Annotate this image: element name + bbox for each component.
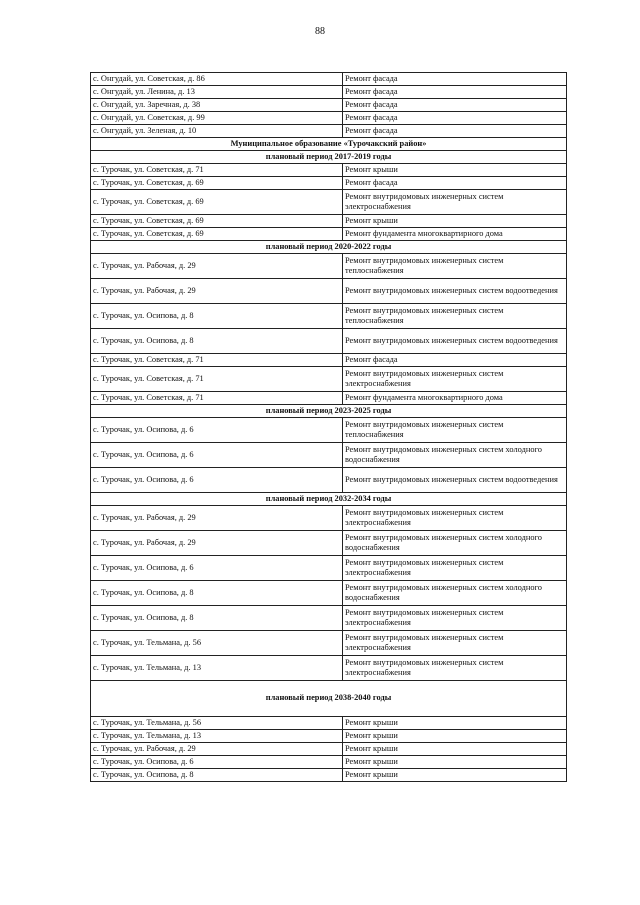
work-type-cell: Ремонт фасада	[343, 86, 567, 99]
work-type-cell: Ремонт внутридомовых инженерных систем теплоснабжения	[343, 254, 567, 279]
address-cell: с. Турочак, ул. Советская, д. 69	[91, 190, 343, 215]
table-row	[91, 164, 567, 177]
address-cell: с. Турочак, ул. Рабочая, д. 29	[91, 506, 343, 531]
section-header: плановый период 2038-2040 годы	[91, 681, 567, 717]
work-type-cell: Ремонт фасада	[343, 99, 567, 112]
work-type-cell: Ремонт внутридомовых инженерных систем водоотведения	[343, 468, 567, 493]
work-type-cell: Ремонт крыши	[343, 215, 567, 228]
work-type-cell: Ремонт фундамента многоквартирного дома	[343, 228, 567, 241]
table-row	[91, 556, 567, 581]
table-row	[91, 531, 567, 556]
table-row	[91, 112, 567, 125]
work-type-cell: Ремонт крыши	[343, 743, 567, 756]
address-cell: с. Турочак, ул. Осипова, д. 6	[91, 418, 343, 443]
address-cell: с. Турочак, ул. Советская, д. 69	[91, 177, 343, 190]
address-cell: с. Турочак, ул. Осипова, д. 6	[91, 468, 343, 493]
work-type-cell: Ремонт внутридомовых инженерных систем холодного водоснабжения	[343, 531, 567, 556]
work-type-cell: Ремонт фасада	[343, 73, 567, 86]
table-row	[91, 99, 567, 112]
work-type-cell: Ремонт крыши	[343, 756, 567, 769]
address-cell: с. Онгудай, ул. Советская, д. 86	[91, 73, 343, 86]
work-type-cell: Ремонт фасада	[343, 112, 567, 125]
repair-schedule-table	[90, 72, 567, 782]
table-row	[91, 73, 567, 86]
address-cell: с. Турочак, ул. Рабочая, д. 29	[91, 531, 343, 556]
table-row	[91, 329, 567, 354]
address-cell: с. Турочак, ул. Осипова, д. 8	[91, 769, 343, 782]
work-type-cell: Ремонт внутридомовых инженерных систем теплоснабжения	[343, 418, 567, 443]
table-row	[91, 304, 567, 329]
address-cell: с. Турочак, ул. Осипова, д. 6	[91, 756, 343, 769]
address-cell: с. Турочак, ул. Рабочая, д. 29	[91, 279, 343, 304]
address-cell: с. Турочак, ул. Рабочая, д. 29	[91, 743, 343, 756]
work-type-cell: Ремонт фасада	[343, 125, 567, 138]
work-type-cell: Ремонт внутридомовых инженерных систем водоотведения	[343, 329, 567, 354]
address-cell: с. Турочак, ул. Рабочая, д. 29	[91, 254, 343, 279]
table-row	[91, 190, 567, 215]
table-row	[91, 468, 567, 493]
section-header: плановый период 2020-2022 годы	[91, 241, 567, 254]
work-type-cell: Ремонт крыши	[343, 769, 567, 782]
table-row	[91, 354, 567, 367]
address-cell: с. Турочак, ул. Осипова, д. 6	[91, 556, 343, 581]
address-cell: с. Турочак, ул. Тельмана, д. 56	[91, 717, 343, 730]
work-type-cell: Ремонт внутридомовых инженерных систем водоотведения	[343, 279, 567, 304]
page-number: 88	[315, 26, 325, 37]
section-header: плановый период 2023-2025 годы	[91, 405, 567, 418]
section-header-row	[91, 138, 567, 151]
address-cell: с. Турочак, ул. Советская, д. 71	[91, 367, 343, 392]
table-row	[91, 392, 567, 405]
address-cell: с. Турочак, ул. Тельмана, д. 13	[91, 656, 343, 681]
table-row	[91, 254, 567, 279]
section-header: Муниципальное образование «Турочакский район»	[91, 138, 567, 151]
work-type-cell: Ремонт внутридомовых инженерных систем электроснабжения	[343, 556, 567, 581]
work-type-cell: Ремонт фасада	[343, 177, 567, 190]
address-cell: с. Турочак, ул. Осипова, д. 8	[91, 606, 343, 631]
work-type-cell: Ремонт фасада	[343, 354, 567, 367]
address-cell: с. Турочак, ул. Советская, д. 71	[91, 164, 343, 177]
table-row	[91, 606, 567, 631]
table-row	[91, 443, 567, 468]
address-cell: с. Турочак, ул. Тельмана, д. 56	[91, 631, 343, 656]
address-cell: с. Турочак, ул. Осипова, д. 8	[91, 329, 343, 354]
table-row	[91, 756, 567, 769]
work-type-cell: Ремонт внутридомовых инженерных систем электроснабжения	[343, 190, 567, 215]
address-cell: с. Онгудай, ул. Советская, д. 99	[91, 112, 343, 125]
address-cell: с. Турочак, ул. Советская, д. 71	[91, 392, 343, 405]
work-type-cell: Ремонт фундамента многоквартирного дома	[343, 392, 567, 405]
address-cell: с. Турочак, ул. Осипова, д. 8	[91, 581, 343, 606]
table-row	[91, 279, 567, 304]
table-row	[91, 743, 567, 756]
table-row	[91, 367, 567, 392]
section-header-row	[91, 681, 567, 717]
table-row	[91, 631, 567, 656]
table-row	[91, 125, 567, 138]
section-header: плановый период 2032-2034 годы	[91, 493, 567, 506]
table-row	[91, 228, 567, 241]
address-cell: с. Турочак, ул. Советская, д. 69	[91, 228, 343, 241]
work-type-cell: Ремонт внутридомовых инженерных систем электроснабжения	[343, 367, 567, 392]
work-type-cell: Ремонт внутридомовых инженерных систем электроснабжения	[343, 606, 567, 631]
address-cell: с. Онгудай, ул. Заречная, д. 38	[91, 99, 343, 112]
table-row	[91, 656, 567, 681]
section-header-row	[91, 405, 567, 418]
table-row	[91, 86, 567, 99]
address-cell: с. Онгудай, ул. Зеленая, д. 10	[91, 125, 343, 138]
address-cell: с. Онгудай, ул. Ленина, д. 13	[91, 86, 343, 99]
work-type-cell: Ремонт внутридомовых инженерных систем холодного водоснабжения	[343, 581, 567, 606]
table-row	[91, 418, 567, 443]
table-row	[91, 506, 567, 531]
table-row	[91, 769, 567, 782]
work-type-cell: Ремонт внутридомовых инженерных систем электроснабжения	[343, 506, 567, 531]
address-cell: с. Турочак, ул. Советская, д. 71	[91, 354, 343, 367]
work-type-cell: Ремонт крыши	[343, 717, 567, 730]
table-row	[91, 177, 567, 190]
table-row	[91, 215, 567, 228]
section-header: плановый период 2017-2019 годы	[91, 151, 567, 164]
work-type-cell: Ремонт внутридомовых инженерных систем электроснабжения	[343, 631, 567, 656]
table-row	[91, 717, 567, 730]
section-header-row	[91, 493, 567, 506]
address-cell: с. Турочак, ул. Осипова, д. 8	[91, 304, 343, 329]
address-cell: с. Турочак, ул. Осипова, д. 6	[91, 443, 343, 468]
work-type-cell: Ремонт внутридомовых инженерных систем холодного водоснабжения	[343, 443, 567, 468]
section-header-row	[91, 151, 567, 164]
address-cell: с. Турочак, ул. Тельмана, д. 13	[91, 730, 343, 743]
work-type-cell: Ремонт внутридомовых инженерных систем электроснабжения	[343, 656, 567, 681]
table-row	[91, 730, 567, 743]
table-row	[91, 581, 567, 606]
work-type-cell: Ремонт крыши	[343, 730, 567, 743]
work-type-cell: Ремонт крыши	[343, 164, 567, 177]
table-body	[91, 73, 567, 782]
address-cell: с. Турочак, ул. Советская, д. 69	[91, 215, 343, 228]
section-header-row	[91, 241, 567, 254]
work-type-cell: Ремонт внутридомовых инженерных систем теплоснабжения	[343, 304, 567, 329]
